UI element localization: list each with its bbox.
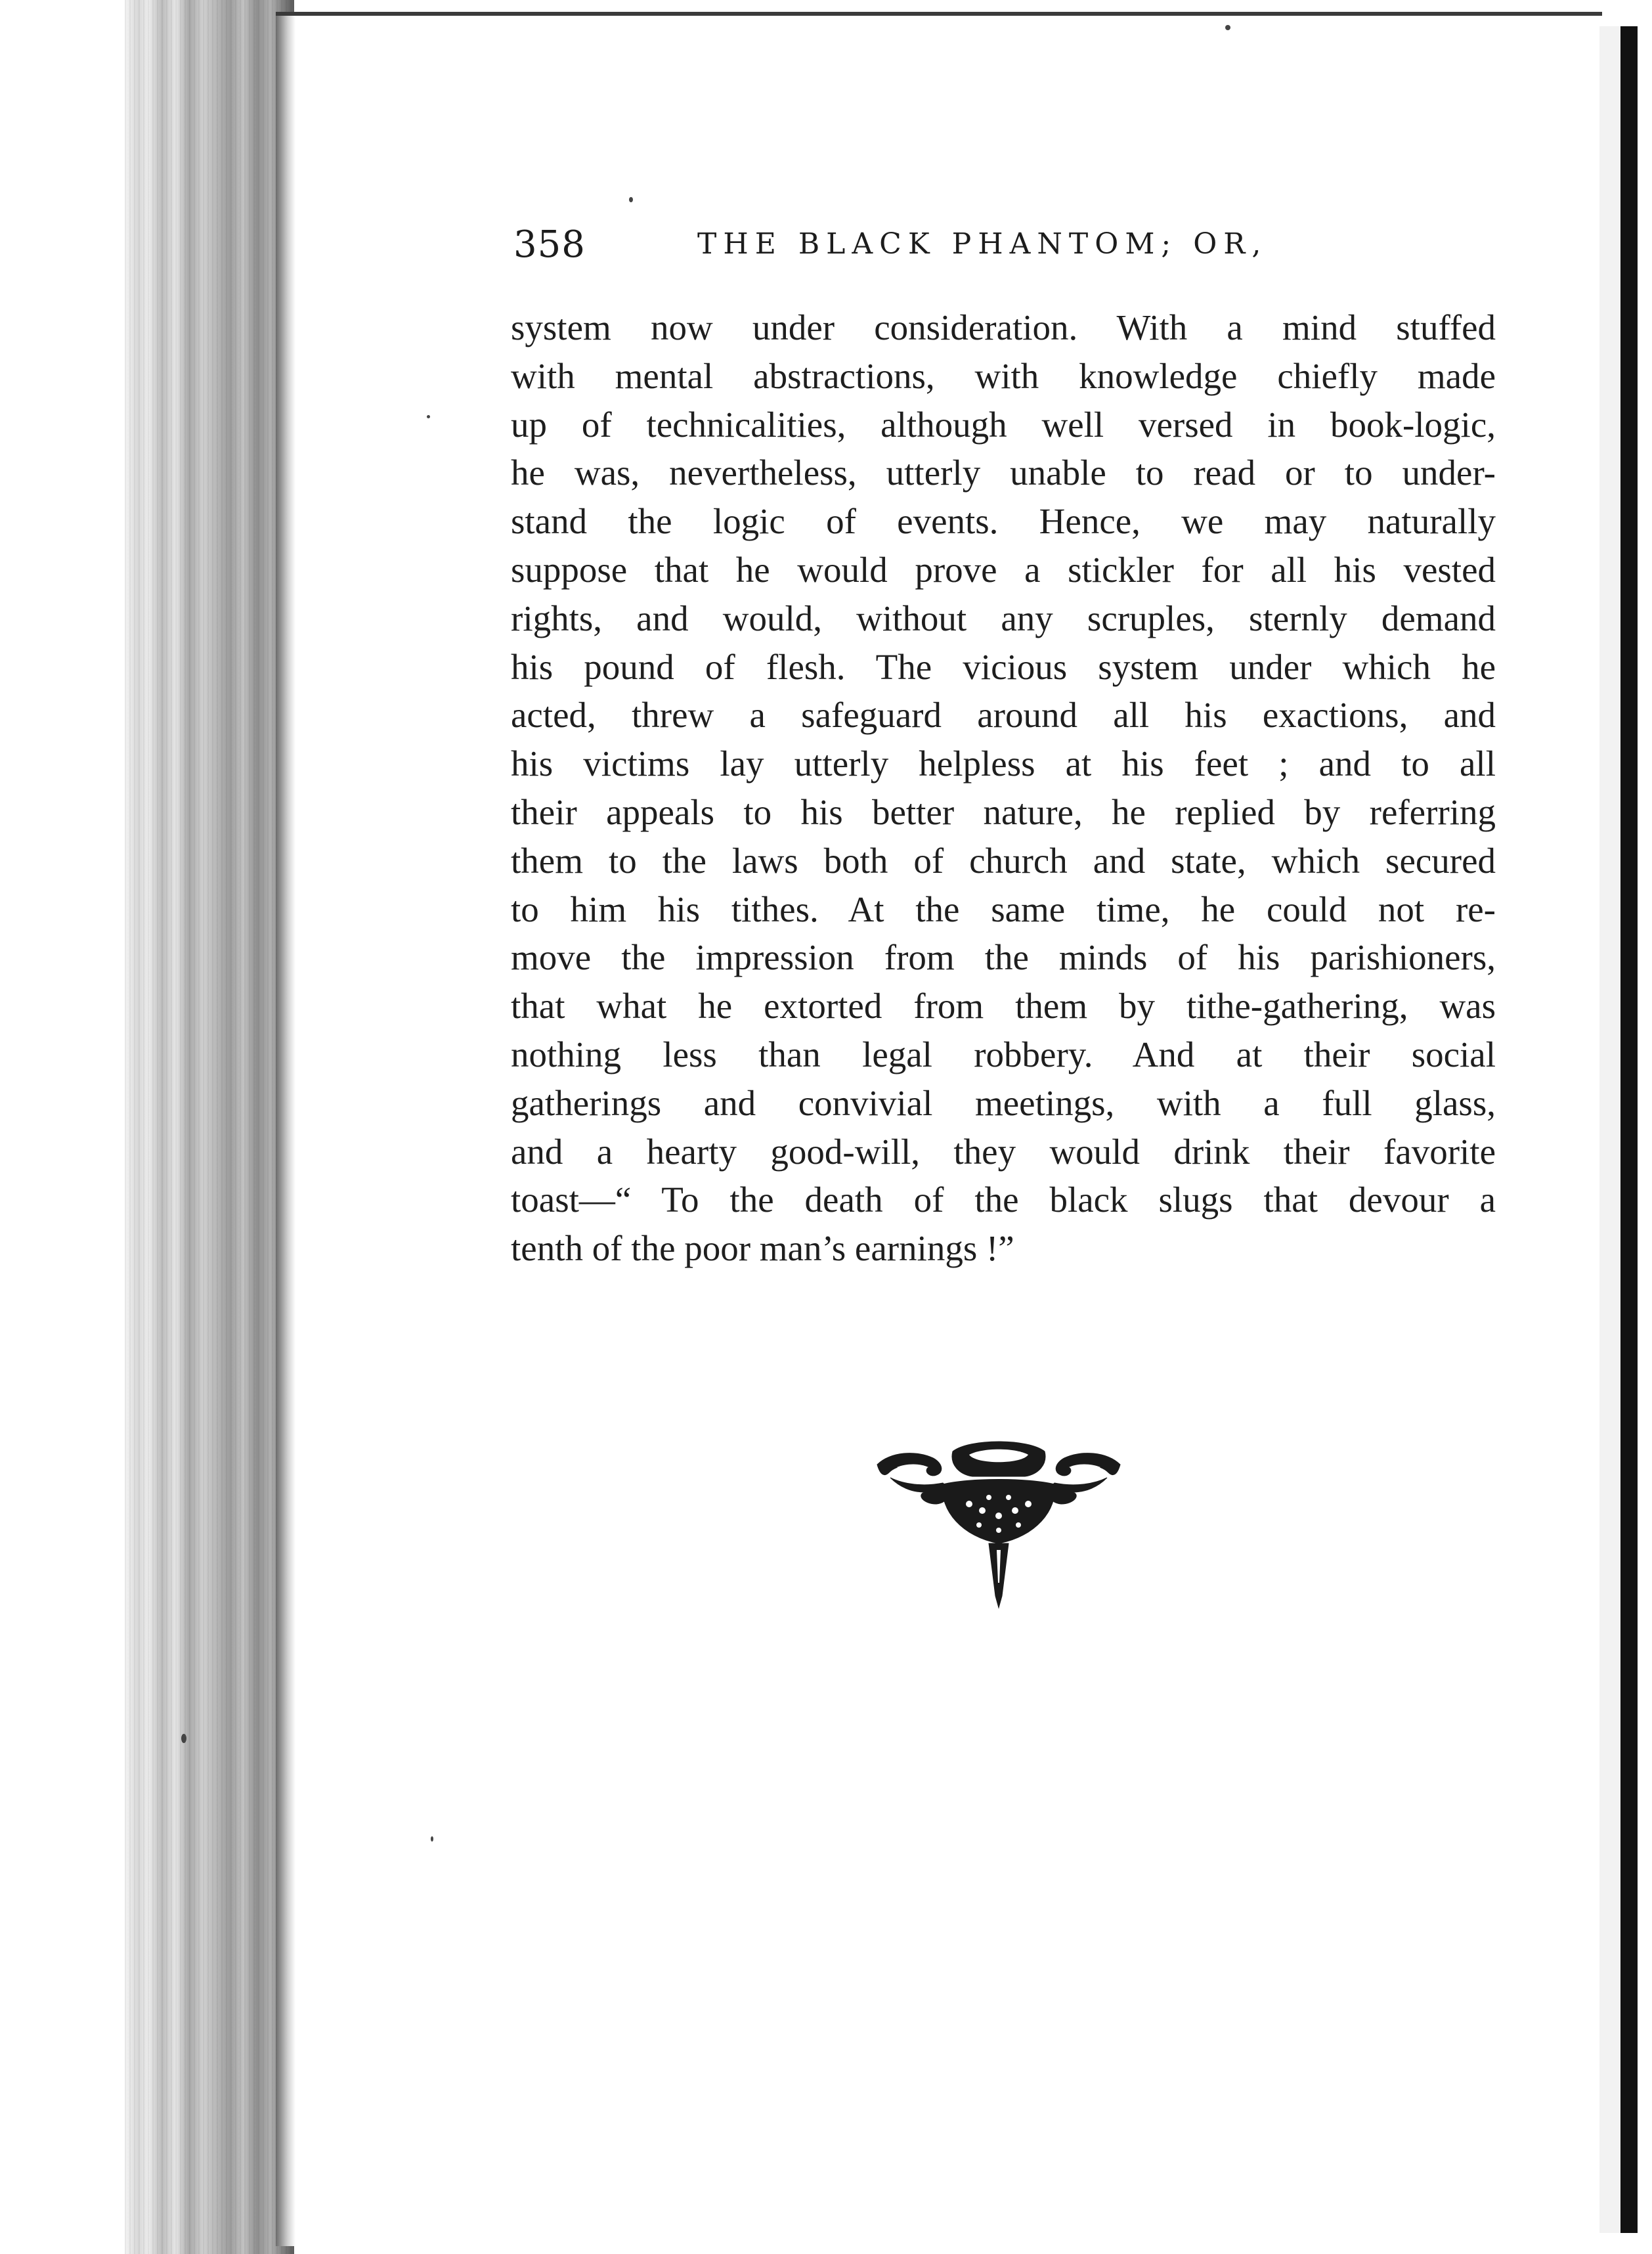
text-line: tenth of the poor man’s earnings !”: [511, 1228, 1014, 1269]
text-line: gatherings and convivial meetings, with a full glass,: [511, 1082, 1496, 1123]
scan-speck: [431, 1836, 433, 1842]
floral-tailpiece-ornament-icon: [871, 1438, 1127, 1609]
text-line: their appeals to his better nature, he replied by referring: [511, 791, 1496, 832]
text-line: up of technicalities, although well versed in book-logic,: [511, 404, 1496, 445]
text-line: stand the logic of events. Hence, we may naturally: [511, 501, 1496, 542]
right-margin-strip: [1599, 26, 1620, 2233]
text-line: them to the laws both of church and state, which secured: [511, 840, 1496, 881]
page-number: 358: [513, 223, 586, 266]
body-text: [511, 303, 1496, 1273]
scan-speck: [629, 197, 633, 202]
text-line: his pound of flesh. The vicious system under which he: [511, 646, 1496, 687]
text-line: rights, and would, without any scruples, sternly demand: [511, 598, 1496, 638]
right-edge-bar: [1620, 26, 1638, 2233]
running-title: THE BLACK PHANTOM; OR,: [697, 227, 1268, 261]
text-line: to him his tithes. At the same time, he could not re-: [511, 889, 1496, 929]
text-line: suppose that he would prove a stickler for all his vested: [511, 549, 1496, 590]
text-line: toast—“ To the death of the black slugs that devour a: [511, 1180, 1496, 1220]
text-line: his victims lay utterly helpless at his feet ; and to all: [511, 743, 1496, 784]
scan-speck: [427, 415, 430, 418]
gutter-shadow: [276, 13, 295, 2246]
top-edge-line: [276, 12, 1602, 16]
scan-speck: [181, 1734, 186, 1743]
scan-speck: [1225, 25, 1230, 30]
page-header: [513, 223, 1328, 276]
page-edge-striations: [125, 0, 294, 2254]
text-line: with mental abstractions, with knowledge chiefly made: [511, 355, 1496, 396]
text-line: he was, nevertheless, utterly unable to read or to under-: [511, 453, 1496, 493]
text-line: that what he extorted from them by tithe-gathering, was: [511, 986, 1496, 1027]
text-line: system now under consideration. With a mind stuffed: [511, 307, 1496, 347]
text-line: nothing less than legal robbery. And at their social: [511, 1034, 1496, 1074]
text-line: acted, threw a safeguard around all his exactions, and: [511, 695, 1496, 736]
text-line: move the impression from the minds of his parishioners,: [511, 937, 1496, 978]
text-line: and a hearty good-will, they would drink their favorite: [511, 1131, 1496, 1172]
